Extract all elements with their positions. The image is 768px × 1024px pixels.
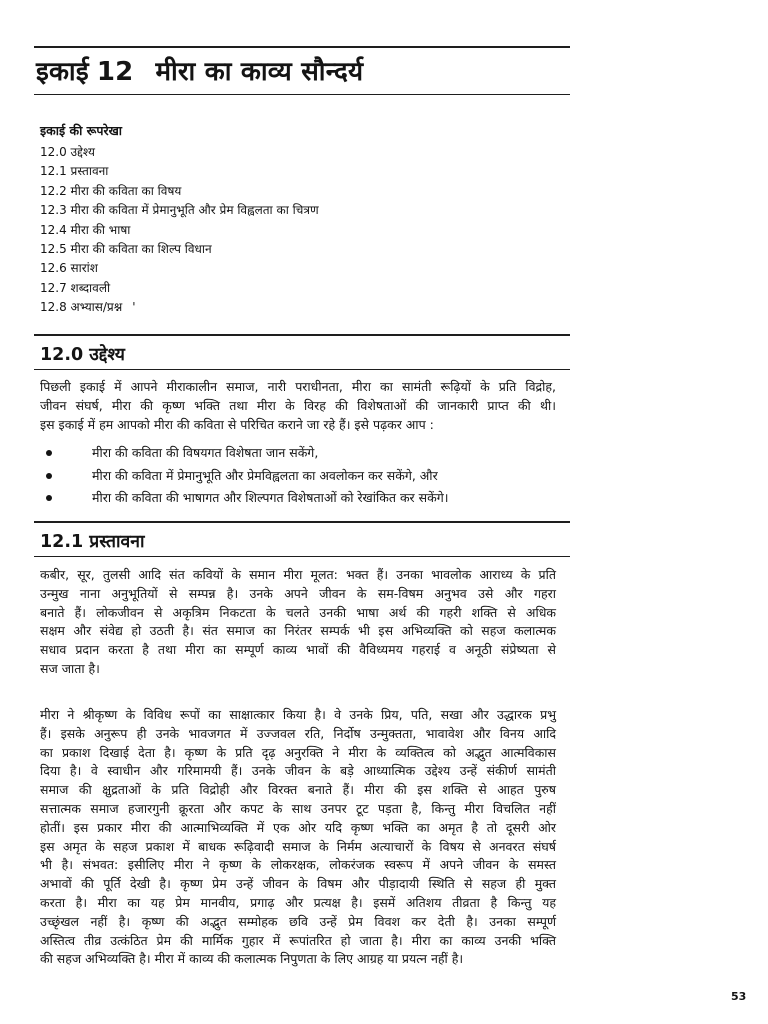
unit-outline (40, 122, 560, 318)
outline-item: 12.7 शब्दावली (40, 280, 111, 295)
text-line: इस इकाई में हम आपको मीरा की कविता से परिचित कराने जा रहे हैं। इसे पढ़कर आप : (40, 416, 434, 432)
text-line: अभावों की पूर्ति देखी है। कृष्ण प्रेम उन्हें जीवन के विषम और पीड़ादायी स्थिति से सहज ही मुक्त (40, 876, 556, 892)
text-line: बनाते हैं। लोकजीवन से अकृत्रिम निकटता के चलते उनकी भाषा अर्थ की गहरी शक्ति से अधिक (40, 604, 556, 620)
section-heading-introduction: 12.1 प्रस्तावना (40, 532, 145, 552)
unit-title (36, 52, 363, 88)
list-item-text: मीरा की कविता में प्रेमानुभूति और प्रेमविह्वलता का अवलोकन कर सकेंगे, और (92, 467, 438, 483)
section-rule (34, 556, 570, 557)
text-line: इस अमृत के सहज प्रकाश में बाधक रूढ़िवादी समाज के निर्मम अत्याचारों के विषय से अनवरत संघर्ष (40, 838, 556, 854)
outline-item: 12.4 मीरा की भाषा (40, 222, 131, 237)
outline-item: 12.3 मीरा की कविता में प्रेमानुभूति और प्रेम विह्वलता का चित्रण (40, 203, 319, 218)
bullet-icon (46, 495, 52, 501)
unit-title-text: मीरा का काव्य सौन्दर्य (155, 57, 364, 87)
list-item-text: मीरा की कविता की भाषागत और शिल्पगत विशेषताओं को रेखांकित कर सकेंगे। (92, 490, 449, 505)
unit-number: 12 (96, 57, 134, 87)
outline-item (40, 298, 560, 317)
text-line: की सहज अभिव्यक्ति है। मीरा में काव्य की कलात्मक निपुणता के लिए आग्रह या प्रयत्न नहीं है। (40, 951, 464, 967)
section-heading-objectives: 12.0 उद्देश्य (40, 345, 125, 365)
text-line: उन्मुख नाना अनुभूतियों से सम्पन्न है। उनके अपने जीवन के सम-विषम अनुभव उसे और गहरा (40, 585, 556, 601)
text-line: सक्षम और संवेद्य हो उठती है। संत समाज का निरंतर सम्पर्क भी इस अभिव्यक्ति को सहज कलात्मक (40, 623, 556, 639)
text-line: सज जाता है। (40, 660, 100, 676)
list-item (40, 487, 560, 510)
outline-item: 12.5 मीरा की कविता का शिल्प विधान (40, 242, 212, 257)
paragraph (40, 706, 556, 969)
outline-item: 12.0 उद्देश्य (40, 145, 95, 159)
text-line: दिया है। वे स्वाधीन और गरिमामयी हैं। उनके जीवन के बड़े आध्यात्मिक उद्देश्य उन्हें संकीर्ण सामंती (40, 763, 556, 779)
list-item (40, 465, 560, 488)
list-item-text: मीरा की कविता की विषयगत विशेषता जान सकेंगे, (92, 445, 319, 460)
outline-heading: इकाई की रूपरेखा (40, 123, 123, 138)
top-rule (34, 46, 570, 48)
page-number: 53 (731, 990, 747, 1003)
text-line: अस्तित्व तीव्र उत्कंठित प्रेम की मार्मिक गुहार में रूपांतरित हो जाता है। मीरा का काव्य उनकी भक्ति (40, 932, 556, 948)
text-line: पिछली इकाई में आपने मीराकालीन समाज, नारी पराधीनता, मीरा का सामंती रूढ़ियों के प्रति विद्रोह, (40, 379, 556, 394)
text-line: होतीं। इस प्रकार मीरा की आत्माभिव्यक्ति में एक ओर यदि कृष्ण भक्ति का अमृत है तो दूसरी ओर (40, 819, 556, 835)
section-rule (34, 334, 570, 336)
text-line: सत्तात्मक समाज हजारगुनी क्रूरता और कपट के साथ उनपर टूट पड़ता है, किन्तु मीरा विचलित नहीं (40, 800, 556, 816)
stray-mark: ' (132, 300, 136, 315)
section-rule (34, 369, 570, 370)
section-rule (34, 521, 570, 523)
paragraph (40, 566, 556, 679)
text-line: समाज की क्षुद्रताओं के प्रति विद्रोही और विरक्त बनाते हैं। मीरा की इस शक्ति से आहत पुरुष (40, 782, 556, 798)
text-line: उच्छृंखल नहीं है। कृष्ण की अद्भुत सम्मोहक छवि उन्हें प्रेम विवश कर देती है। उनका सम्पूर्ण (40, 913, 556, 929)
title-bottom-rule (34, 94, 570, 95)
text-line: सधाव प्रदान करता है तथा मीरा का सम्पूर्ण काव्य भावों की वैविध्यमय गहराई व अनूठी संप्रेष्यता से (40, 642, 556, 658)
text-line: का प्रकाश दिखाई देता है। कृष्ण के प्रति दृढ़ अनुरक्ति ने मीरा के व्यक्तित्व को अद्भुत आत्मविकास (40, 744, 556, 760)
text-line: जीवन संघर्ष, मीरा की कृष्ण भक्ति तथा मीरा के विरह की विशेषताओं की जानकारी प्राप्त की थी। (40, 397, 556, 413)
text-line: मीरा ने श्रीकृष्ण के विविध रूपों का साक्षात्कार किया है। वे उनके प्रिय, पति, सखा और उद्धारक प्रभु (40, 707, 556, 722)
outline-item-text: 12.8 अभ्यास/प्रश्न (40, 300, 123, 315)
bullet-icon (46, 473, 52, 479)
unit-label: इकाई (36, 57, 89, 87)
text-line: करता है। मीरा का यह प्रेम मानवीय, प्रगाढ़ और प्रत्यक्ष है। इसमें अतिशय तीव्रता है किन्तु यह (40, 894, 556, 910)
outline-item: 12.1 प्रस्तावना (40, 164, 109, 179)
objectives-intro (40, 378, 556, 434)
text-line: कबीर, सूर, तुलसी आदि संत कवियों के समान मीरा मूलत: भक्त हैं। उनका भावलोक आराध्य के प्रति (40, 567, 556, 582)
outline-item: 12.2 मीरा की कविता का विषय (40, 183, 182, 198)
objectives-list (40, 442, 560, 510)
bullet-icon (46, 450, 52, 456)
text-line: हैं। इसके अनुरूप ही उनके भावजगत में उज्जवल रति, निर्दोष उन्मुक्तता, भावावेश और विनय आदि (40, 725, 556, 741)
text-line: भी है। संभवत: इसीलिए मीरा ने कृष्ण के लोकरक्षक, लोकरंजक स्वरूप में अपने जीवन के समस्त (40, 857, 556, 873)
list-item (40, 442, 560, 465)
outline-item: 12.6 सारांश (40, 261, 98, 276)
outline-list (40, 143, 560, 318)
